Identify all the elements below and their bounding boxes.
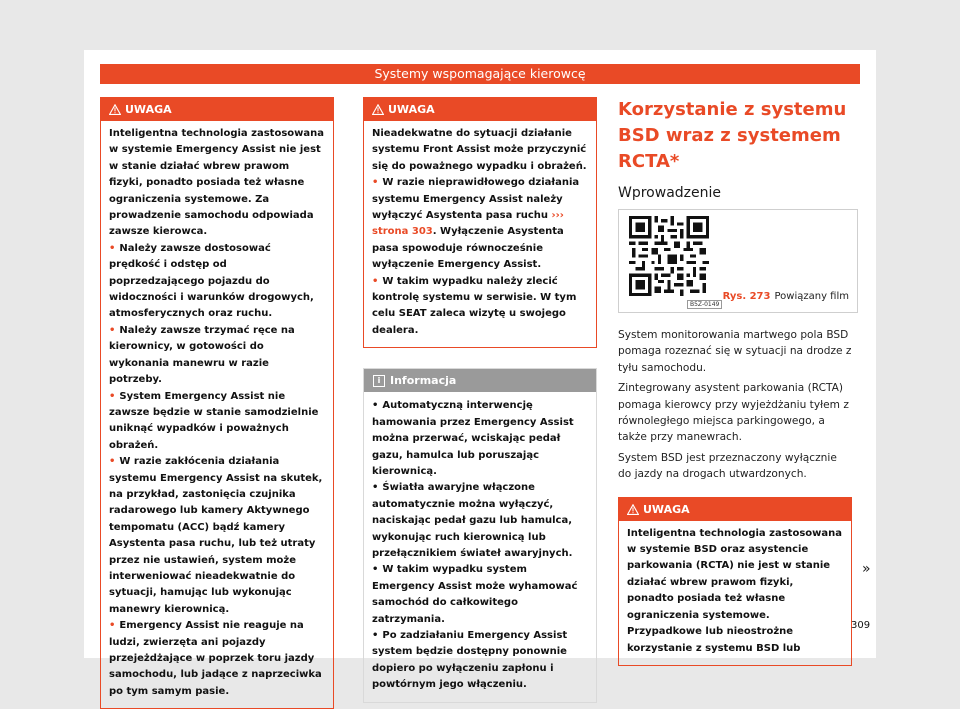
warning-triangle-icon <box>627 504 639 515</box>
warning-header <box>619 498 851 521</box>
warning-bullet: • Należy zawsze dostosować prędkość i odstęp od poprzedzającego pojazdu do widoczności i warunków drogowych, atmosferycznych oraz ruchu. <box>109 241 325 323</box>
column-right <box>618 97 852 666</box>
info-icon: i <box>373 375 385 387</box>
info-box <box>363 368 597 702</box>
warning-body <box>619 521 851 665</box>
intro-text <box>618 327 852 483</box>
page-number: 309 <box>851 620 871 631</box>
warning-bullet: • W razie zakłócenia działania systemu Emergency Assist na skutek, na przykład, zastonięcia czujnika radarowego lub kamery Aktywnego tempomatu (ACC) bądź kamery Asystenta pasa ruchu, lub też utraty przez nie ustawień, system może interweniować nieadekwatnie do sytuacji, hamując lub wykonując manewry kierownicą. <box>109 454 325 618</box>
warning-body <box>101 121 333 708</box>
warning-bullet-text: W razie nieprawidłowego działania systemu Emergency Assist należy wyłączyć Asystenta pasa ruchu <box>372 177 580 222</box>
cross-reference-arrow: ››› <box>551 210 564 222</box>
warning-triangle-icon <box>372 104 384 115</box>
warning-intro: Inteligentna technologia zastosowana w systemie Emergency Assist nie jest w stanie działać wbrew prawom fizyki, ponadto posiada też własne ograniczenia systemowe. Za prowadzenie samochodu odpowiada zawsze kierowca. <box>109 128 325 238</box>
info-title: Informacja <box>390 374 457 388</box>
warning-title: UWAGA <box>388 103 435 116</box>
info-header <box>364 369 596 392</box>
figure-code: B5Z-0149 <box>687 300 722 309</box>
qr-code-icon <box>629 216 709 296</box>
section-title: Korzystanie z systemu BSD wraz z systemem RCTA* <box>618 99 847 172</box>
figure-caption <box>723 291 849 302</box>
info-bullet: • W takim wypadku system Emergency Assist może wyhamować samochód do całkowitego zatrzymania. <box>372 562 588 628</box>
info-body <box>364 392 596 701</box>
figure-273[interactable] <box>618 209 858 313</box>
column-middle <box>363 97 597 703</box>
warning-body <box>364 121 596 347</box>
info-bullet: • Automatyczną interwencję hamowania przez Emergency Assist można przerwać, wciskając pedał gazu, hamulca lub poruszając kierownicą. <box>372 398 588 480</box>
chapter-header <box>100 64 860 84</box>
chapter-title: Systemy wspomagające kierowcę <box>374 66 586 81</box>
warning-title: UWAGA <box>125 103 172 116</box>
warning-title: UWAGA <box>643 502 690 516</box>
figure-caption-text: Powiązany film <box>774 291 849 302</box>
warning-header <box>364 98 596 121</box>
warning-intro: Nieadekwatne do sytuacji działanie systemu Front Assist może przyczynić się do poważnego wypadku i obrażeń. <box>372 128 587 172</box>
warning-bullet <box>372 175 588 273</box>
warning-bullet: • Należy zawsze trzymać ręce na kierownicy, w gotowości do wykonania manewru w razie potrzeby. <box>109 323 325 389</box>
paragraph: System monitorowania martwego pola BSD pomaga rozeznać się w sytuacji na drodze z tyłu samochodu. <box>618 329 852 374</box>
warning-text: Inteligentna technologia zastosowana w systemie BSD oraz asystencie parkowania (RCTA) nie jest w stanie działać wbrew prawom fizyki, ponadto posiada też własne ograniczenia systemowe. Przypadkowe lub nieostrożne korzystanie z systemu BSD lub <box>627 527 843 654</box>
paragraph: Zintegrowany asystent parkowania (RCTA) pomaga kierowcy przy wyjeżdżaniu tyłem z równoległego miejsca parkingowego, a także przy manewrach. <box>618 382 849 444</box>
warning-bullet-text: . Wyłączenie Asystenta pasa spowoduje równocześnie wyłączenie Emergency Assist. <box>372 226 564 271</box>
continue-mark: » <box>862 561 871 577</box>
warning-box-emergency-assist <box>100 97 334 709</box>
subsection-title: Wprowadzenie <box>618 185 721 201</box>
page-link-303[interactable]: strona 303 <box>372 226 433 238</box>
warning-box-front-assist <box>363 97 597 348</box>
warning-bullet: • Emergency Assist nie reaguje na ludzi, zwierzęta ani pojazdy przejeżdżające w poprzek toru jazdy samochodu, lub jadące z naprzeciwka po tym samym pasie. <box>109 618 325 700</box>
paragraph: System BSD jest przeznaczony wyłącznie do jazdy na drogach utwardzonych. <box>618 451 837 481</box>
warning-header <box>101 98 333 121</box>
warning-bullet: • W takim wypadku należy zlecić kontrolę systemu w serwisie. W tym celu SEAT zaleca wizytę u swojego dealera. <box>372 274 588 340</box>
warning-triangle-icon <box>109 104 121 115</box>
column-left <box>100 97 334 709</box>
warning-box-bsd <box>618 497 852 666</box>
warning-bullet: • System Emergency Assist nie zawsze będzie w stanie samodzielnie uniknąć wypadków i poważnych obrażeń. <box>109 389 325 455</box>
info-bullet: • Po zadziałaniu Emergency Assist system będzie dostępny ponownie dopiero po wyłączeniu zapłonu i powtórnym jego włączeniu. <box>372 628 588 694</box>
figure-number: Rys. 273 <box>722 291 771 302</box>
info-bullet: • Światła awaryjne włączone automatycznie można wyłączyć, naciskając pedał gazu lub hamulca, wykonując ruch kierownicą lub przełącznikiem świateł awaryjnych. <box>372 480 588 562</box>
